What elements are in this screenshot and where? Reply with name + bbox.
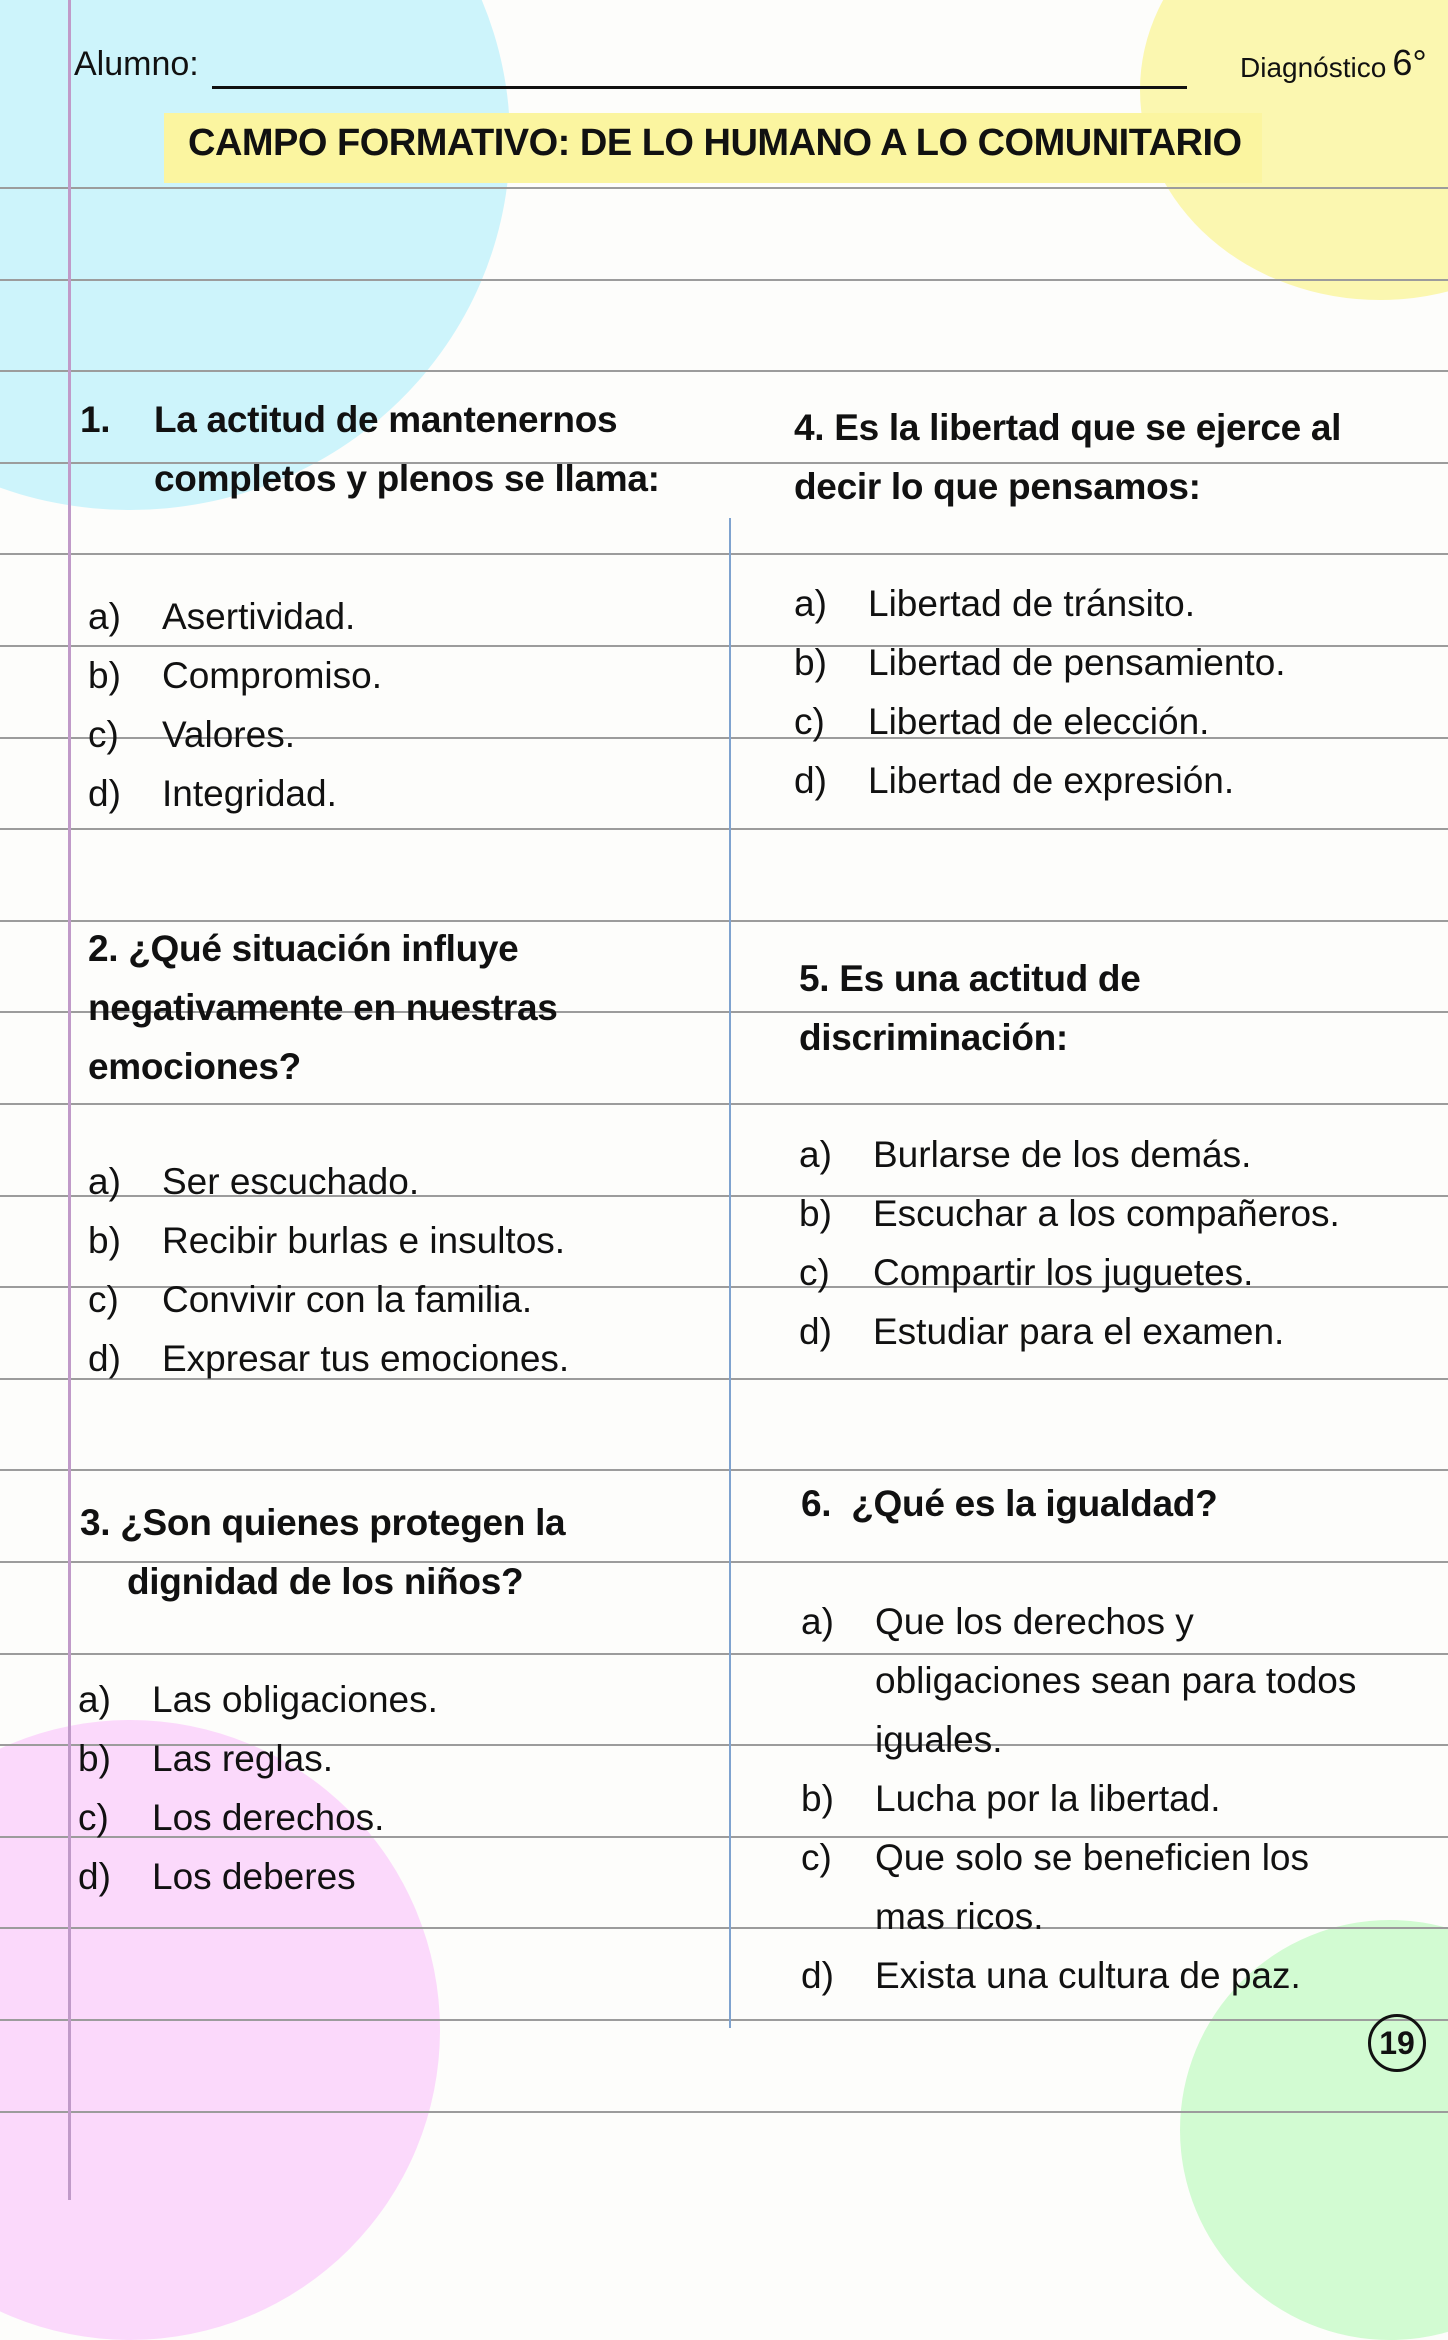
answer-option[interactable] xyxy=(78,1729,438,1788)
option-text: Exista una cultura de paz. xyxy=(875,1955,1301,1996)
page-number: 19 xyxy=(1368,2014,1426,2072)
answer-option[interactable] xyxy=(88,1152,569,1211)
column-divider xyxy=(729,518,731,2028)
question-text: emociones? xyxy=(88,1046,301,1087)
page-title: CAMPO FORMATIVO: DE LO HUMANO A LO COMUNITARIO xyxy=(188,122,1242,164)
option-text: Las obligaciones. xyxy=(152,1679,438,1720)
answer-option[interactable] xyxy=(88,587,382,646)
answer-option[interactable] xyxy=(88,764,382,823)
option-text: Las reglas. xyxy=(152,1738,333,1779)
option-text: Ser escuchado. xyxy=(162,1161,420,1202)
option-text: Recibir burlas e insultos. xyxy=(162,1220,566,1261)
option-text: Burlarse de los demás. xyxy=(873,1134,1252,1175)
question-text: Es una actitud de xyxy=(839,958,1141,999)
option-text: Asertividad. xyxy=(162,596,356,637)
question-text: completos y plenos se llama: xyxy=(154,458,660,499)
ruled-line xyxy=(0,828,1448,830)
option-letter: b) xyxy=(88,655,121,696)
answer-option[interactable] xyxy=(78,1788,438,1847)
question-number: 2. xyxy=(88,928,119,969)
option-text: Valores. xyxy=(162,714,295,755)
option-letter: d) xyxy=(78,1856,111,1897)
answer-option[interactable] xyxy=(799,1302,1340,1361)
option-letter: c) xyxy=(801,1837,832,1878)
student-label: Alumno: xyxy=(74,45,199,83)
answer-option[interactable] xyxy=(88,1211,569,1270)
option-letter: d) xyxy=(799,1311,832,1352)
option-letter: b) xyxy=(88,1220,121,1261)
option-letter: b) xyxy=(801,1778,834,1819)
option-text: Libertad de elección. xyxy=(868,701,1210,742)
answer-list-6 xyxy=(801,1592,1411,2005)
question-text: ¿Son quienes protegen la xyxy=(120,1502,566,1543)
option-text: Estudiar para el examen. xyxy=(873,1311,1285,1352)
option-text: Convivir con la familia. xyxy=(162,1279,533,1320)
answer-option[interactable] xyxy=(78,1847,438,1906)
option-letter: d) xyxy=(801,1955,834,1996)
ruled-line xyxy=(0,2111,1448,2113)
ruled-line xyxy=(0,370,1448,372)
question-number: 4. xyxy=(794,407,825,448)
answer-option[interactable] xyxy=(88,1270,569,1329)
ruled-line xyxy=(0,279,1448,281)
question-text: ¿Qué es la igualdad? xyxy=(851,1483,1218,1524)
option-letter: c) xyxy=(88,1279,119,1320)
answer-list-3 xyxy=(78,1670,438,1906)
question-number: 6. xyxy=(801,1483,832,1524)
question-number: 1. xyxy=(80,399,111,440)
option-letter: c) xyxy=(88,714,119,755)
option-text: Expresar tus emociones. xyxy=(162,1338,570,1379)
ruled-line xyxy=(0,1103,1448,1105)
option-letter: c) xyxy=(799,1252,830,1293)
question-text: discriminación: xyxy=(799,1017,1068,1058)
answer-option[interactable] xyxy=(794,692,1286,751)
question-3 xyxy=(80,1493,565,1611)
answer-option[interactable] xyxy=(801,1828,1411,1946)
option-letter: b) xyxy=(78,1738,111,1779)
question-4 xyxy=(794,398,1341,516)
ruled-line xyxy=(0,1469,1448,1471)
answer-list-2 xyxy=(88,1152,569,1388)
option-letter: a) xyxy=(88,1161,121,1202)
option-text: Lucha por la libertad. xyxy=(875,1778,1221,1819)
question-number: 5. xyxy=(799,958,830,999)
option-text: Libertad de pensamiento. xyxy=(868,642,1286,683)
question-5 xyxy=(799,949,1140,1067)
answer-option[interactable] xyxy=(78,1670,438,1729)
option-text: Que solo se beneficien los mas ricos. xyxy=(875,1837,1309,1937)
option-letter: a) xyxy=(88,596,121,637)
question-1 xyxy=(80,390,660,508)
answer-option[interactable] xyxy=(799,1243,1340,1302)
answer-list-4 xyxy=(794,574,1286,810)
question-text: Es la libertad que se ejerce al xyxy=(834,407,1342,448)
answer-option[interactable] xyxy=(799,1184,1340,1243)
option-text: Compromiso. xyxy=(162,655,382,696)
option-letter: b) xyxy=(794,642,827,683)
answer-list-5 xyxy=(799,1125,1340,1361)
option-text: Libertad de tránsito. xyxy=(868,583,1196,624)
option-letter: c) xyxy=(78,1797,109,1838)
question-text: decir lo que pensamos: xyxy=(794,466,1201,507)
ruled-line xyxy=(0,553,1448,555)
answer-option[interactable] xyxy=(794,574,1286,633)
option-letter: b) xyxy=(799,1193,832,1234)
option-letter: a) xyxy=(78,1679,111,1720)
answer-option[interactable] xyxy=(801,1769,1411,1828)
answer-option[interactable] xyxy=(88,705,382,764)
answer-option[interactable] xyxy=(799,1125,1340,1184)
option-letter: c) xyxy=(794,701,825,742)
option-text: Compartir los juguetes. xyxy=(873,1252,1254,1293)
ruled-line xyxy=(0,187,1448,189)
question-text: negativamente en nuestras xyxy=(88,987,558,1028)
question-text: ¿Qué situación influye xyxy=(128,928,519,969)
diagnostic-label xyxy=(1240,44,1427,86)
answer-option[interactable] xyxy=(88,646,382,705)
diagnostic-text: Diagnóstico xyxy=(1240,52,1387,83)
grade-label: 6° xyxy=(1392,42,1427,83)
answer-list-1 xyxy=(88,587,382,823)
option-text: Los deberes xyxy=(152,1856,356,1897)
option-text: Los derechos. xyxy=(152,1797,385,1838)
question-number: 3. xyxy=(80,1502,111,1543)
ruled-line xyxy=(0,2019,1448,2021)
option-letter: d) xyxy=(794,760,827,801)
question-text: La actitud de mantenernos xyxy=(154,399,618,440)
option-text: Libertad de expresión. xyxy=(868,760,1235,801)
option-text: Que los derechos y obligaciones sean para todos iguales. xyxy=(875,1601,1357,1760)
question-6 xyxy=(801,1474,1217,1533)
option-letter: d) xyxy=(88,773,121,814)
answer-option[interactable] xyxy=(801,1592,1411,1769)
margin-line xyxy=(68,0,71,2200)
option-text: Integridad. xyxy=(162,773,337,814)
answer-option[interactable] xyxy=(88,1329,569,1388)
option-text: Escuchar a los compañeros. xyxy=(873,1193,1340,1234)
option-letter: a) xyxy=(799,1134,832,1175)
question-2 xyxy=(88,919,558,1096)
option-letter: a) xyxy=(794,583,827,624)
answer-option[interactable] xyxy=(801,1946,1411,2005)
option-letter: a) xyxy=(801,1601,834,1642)
option-letter: d) xyxy=(88,1338,121,1379)
answer-option[interactable] xyxy=(794,633,1286,692)
question-text: dignidad de los niños? xyxy=(127,1561,524,1602)
student-name-line[interactable] xyxy=(212,86,1187,89)
answer-option[interactable] xyxy=(794,751,1286,810)
